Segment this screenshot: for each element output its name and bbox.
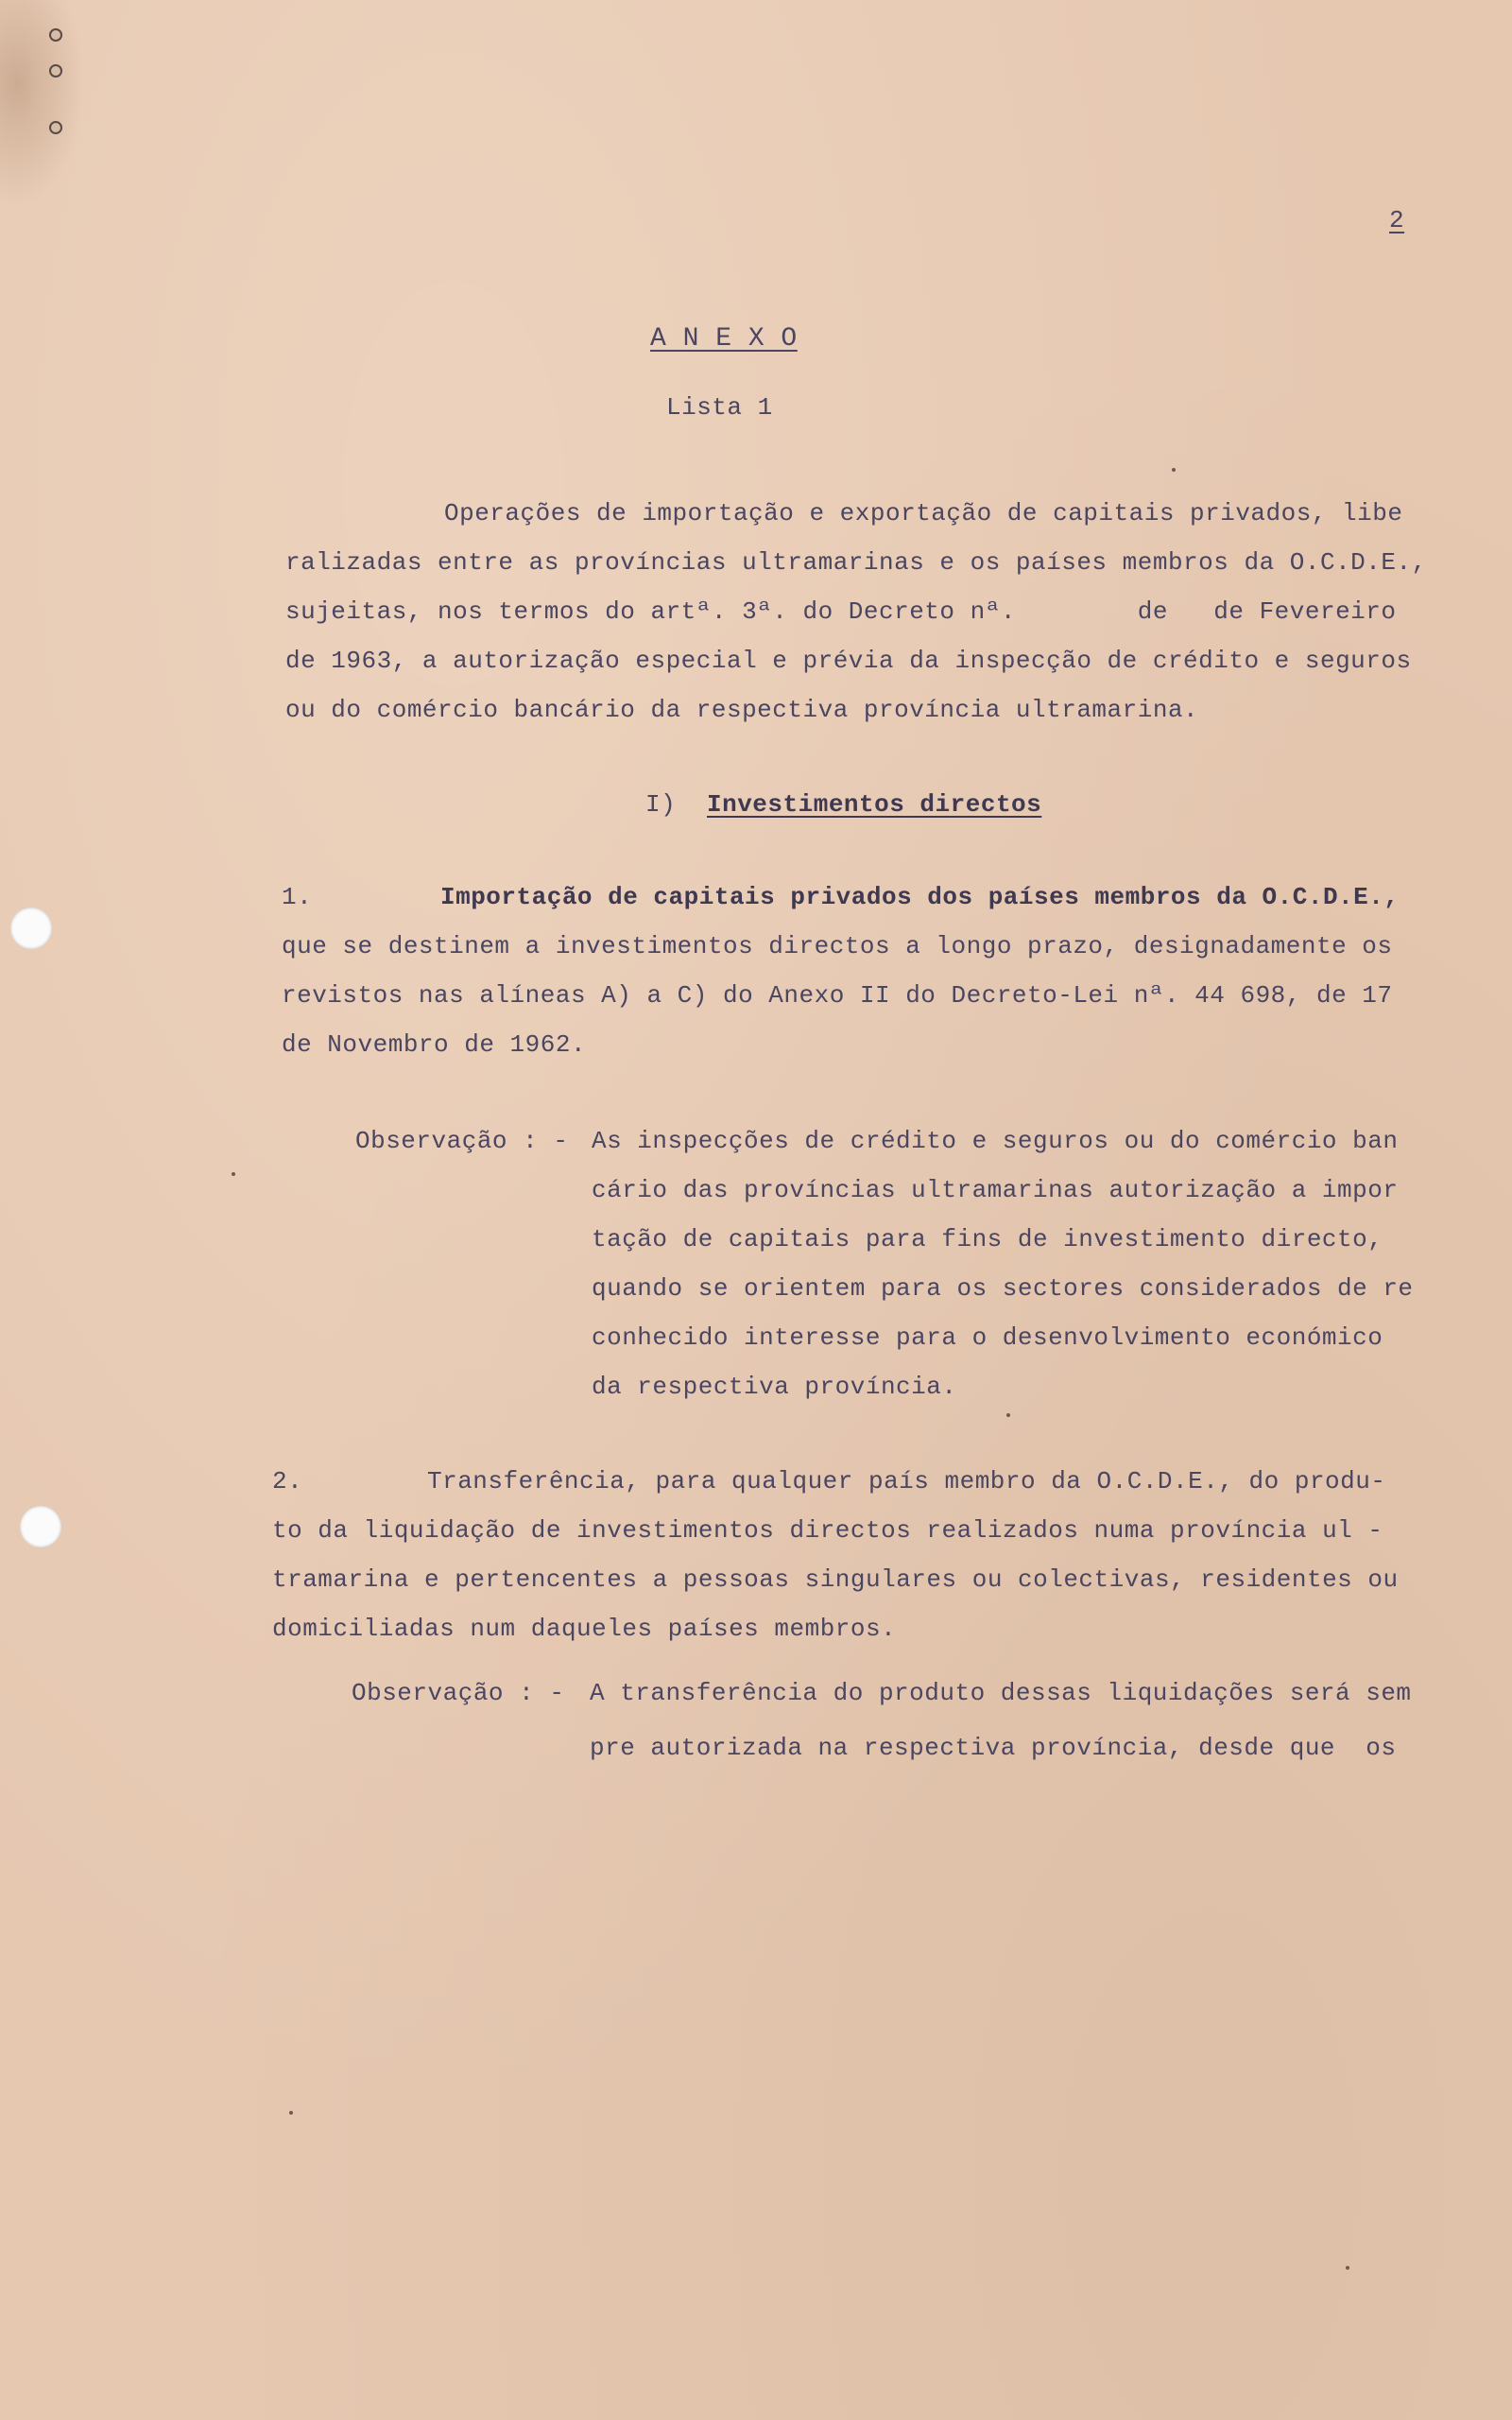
ink-speck [1006,1413,1010,1417]
item-line: de Novembro de 1962. [282,1030,587,1059]
observation-line: da respectiva província. [592,1373,957,1401]
ink-speck [289,2111,293,2115]
item-line: Importação de capitais privados dos países membros da O.C.D.E., [440,883,1400,911]
ink-speck [232,1172,235,1176]
observation-line: tação de capitais para fins de investimento directo, [592,1225,1383,1253]
observation-line: A transferência do produto dessas liquidações será sem [590,1679,1412,1707]
item-line: revistos nas alíneas A) a C) do Anexo II do Decreto-Lei nª. 44 698, de 17 [282,981,1393,1010]
punch-hole-bottom [20,1506,61,1547]
ink-speck [1172,468,1176,472]
observation-line: As inspecções de crédito e seguros ou do comércio ban [592,1127,1399,1155]
item-line: domiciliadas num daqueles países membros. [272,1615,897,1643]
item-line: Transferência, para qualquer país membro da O.C.D.E., do produ- [427,1467,1386,1495]
ink-speck [1346,2266,1349,2270]
observation-line: conhecido interesse para o desenvolvimento económico [592,1323,1383,1352]
item-line: to da liquidação de investimentos directos realizados numa província ul - [272,1516,1383,1545]
page-number: 2 [1389,206,1405,234]
intro-line: ralizadas entre as províncias ultramarinas e os países membros da O.C.D.E., [285,548,1427,577]
paper-stain [0,0,85,208]
item-number: 1. [282,883,313,911]
observation-line: quando se orientem para os sectores considerados de re [592,1274,1414,1303]
intro-line: de 1963, a autorização especial e prévia da inspecção de crédito e seguros [285,647,1412,675]
intro-line: Operações de importação e exportação de capitais privados, libe [444,499,1403,527]
observation-line: cário das províncias ultramarinas autorização a impor [592,1176,1399,1204]
item-number: 2. [272,1467,303,1495]
observation-label: Observação : - [355,1127,569,1155]
staple-marks [49,28,60,137]
section-number: I) [645,790,677,819]
item-line: tramarina e pertencentes a pessoas singulares ou colectivas, residentes ou [272,1565,1399,1594]
observation-label: Observação : - [352,1679,565,1707]
punch-hole-top [10,908,52,949]
list-title: Lista 1 [666,393,773,422]
section-title: Investimentos directos [707,790,1042,819]
observation-line: pre autorizada na respectiva província, desde que os [590,1734,1397,1762]
intro-line: sujeitas, nos termos do artª. 3ª. do Decreto nª. de de Fevereiro [285,597,1397,626]
item-line: que se destinem a investimentos directos a longo prazo, designadamente os [282,932,1393,960]
annex-heading: A N E X O [650,324,798,354]
intro-line: ou do comércio bancário da respectiva província ultramarina. [285,696,1199,724]
